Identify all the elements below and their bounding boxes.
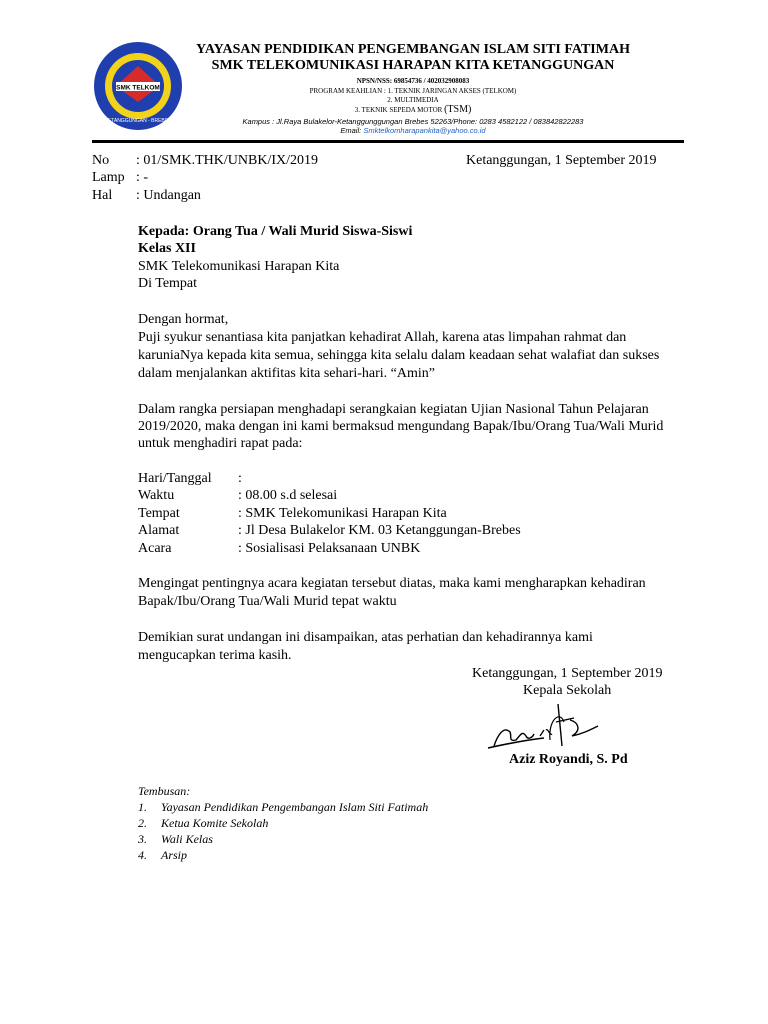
lamp-label: Lamp	[92, 170, 125, 185]
letter-date: Ketanggungan, 1 September 2019	[466, 153, 657, 168]
cc-item-text: Yayasan Pendidikan Pengembangan Islam Siti Fatimah	[161, 800, 429, 814]
signature-place-date: Ketanggungan, 1 September 2019	[472, 666, 663, 681]
detail-value-acara: : Sosialisasi Pelaksanaan UNBK	[238, 541, 421, 556]
detail-label-tempat: Tempat	[138, 506, 180, 521]
detail-label-acara: Acara	[138, 541, 172, 556]
cc-item-text: Wali Kelas	[161, 832, 213, 846]
no-value: : 01/SMK.THK/UNBK/IX/2019	[136, 153, 319, 168]
logo-text: SMK TELKOM	[116, 84, 160, 92]
cc-heading: Tembusan:	[138, 784, 191, 798]
school-name: SMK TELEKOMUNIKASI HARAPAN KITA KETANGGUNGAN	[211, 58, 615, 73]
paragraph-2-line-1: Dalam rangka persiapan menghadapi serangkaian kegiatan Ujian Nasional Tahun Pelajaran	[138, 402, 649, 417]
cc-item-num: 4.	[138, 848, 147, 862]
program-3-abbr: (TSM)	[444, 104, 472, 115]
paragraph-2-line-3: untuk menghadiri rapat pada:	[138, 436, 303, 451]
paragraph-4-line-2: mengucapkan terima kasih.	[138, 648, 292, 663]
email-link[interactable]: Smktelkomharapankita@yahoo.co.id	[363, 126, 486, 135]
no-label: No	[92, 153, 110, 168]
recipient-line-1: Kepada: Orang Tua / Wali Murid Siswa-Siswi	[138, 224, 413, 239]
program-3	[190, 104, 636, 115]
paragraph-3-line-1: Mengingat pentingnya acara kegiatan tersebut diatas, maka kami mengharapkan kehadiran	[138, 576, 646, 591]
cc-item-text: Arsip	[161, 848, 188, 862]
signatory-name: Aziz Royandi, S. Pd	[509, 752, 628, 767]
lamp-value: : -	[136, 170, 149, 185]
detail-value-tempat: : SMK Telekomunikasi Harapan Kita	[238, 506, 447, 521]
cc-item-num: 3.	[138, 832, 147, 846]
detail-label-waktu: Waktu	[138, 488, 175, 503]
signature-title: Kepala Sekolah	[523, 683, 612, 698]
detail-value-hari: :	[238, 471, 242, 486]
logo-ring-text: KETANGGUNGAN - BREBES	[104, 118, 172, 124]
cc-item-text: Ketua Komite Sekolah	[161, 816, 269, 830]
paragraph-1-line-1: Puji syukur senantiasa kita panjatkan kehadirat Allah, karena atas limpahan rahmat dan	[138, 330, 627, 345]
hal-label: Hal	[92, 188, 113, 203]
paragraph-1-line-3: dalam menjalankan aktifitas kita sehari-hari. “Amin”	[138, 366, 435, 381]
cc-item-num: 1.	[138, 800, 147, 814]
program-2: 2. MULTIMEDIA	[387, 96, 439, 104]
npsn: NPSN/NSS: 69854736 / 402032908083	[356, 77, 470, 85]
handwritten-signature	[486, 700, 606, 755]
recipient-line-4: Di Tempat	[138, 276, 198, 291]
program-1: PROGRAM KEAHLIAN : 1. TEKNIK JARINGAN AKSES (TELKOM)	[309, 87, 517, 95]
paragraph-1-line-2: karuniaNya kepada kita semua, sehingga kita selalu dalam keadaan sehat walafiat dan sukses	[138, 348, 660, 363]
detail-label-alamat: Alamat	[138, 523, 180, 538]
email-label: Email:	[340, 126, 362, 135]
program-3-text: 3. TEKNIK SEPEDA MOTOR	[354, 106, 443, 114]
campus-address: Kampus : Jl.Raya Bulakelor-Ketanggunggungan Brebes 52263/Phone: 0283 4582122 / 083842822283	[242, 117, 584, 126]
detail-value-alamat: : Jl Desa Bulakelor KM. 03 Ketanggungan-Brebes	[238, 523, 521, 538]
paragraph-2-line-2: 2019/2020, maka dengan ini kami bermaksud mengundang Bapak/Ibu/Orang Tua/Wali Murid	[138, 419, 664, 434]
school-logo	[92, 40, 184, 132]
paragraph-3-line-2: Bapak/Ibu/Orang Tua/Wali Murid tepat waktu	[138, 594, 397, 609]
paragraph-4-line-1: Demikian surat undangan ini disampaikan, atas perhatian dan kehadirannya kami	[138, 630, 593, 645]
greeting: Dengan hormat,	[138, 312, 229, 327]
foundation-name: YAYASAN PENDIDIKAN PENGEMBANGAN ISLAM SITI FATIMAH	[196, 42, 630, 57]
detail-value-waktu: : 08.00 s.d selesai	[238, 488, 338, 503]
detail-label-hari: Hari/Tanggal	[138, 471, 212, 486]
email-line	[190, 126, 636, 135]
hal-value: : Undangan	[136, 188, 201, 203]
cc-item-num: 2.	[138, 816, 147, 830]
header-rule	[92, 140, 684, 143]
recipient-line-3: SMK Telekomunikasi Harapan Kita	[138, 259, 340, 274]
recipient-line-2: Kelas XII	[138, 241, 196, 256]
